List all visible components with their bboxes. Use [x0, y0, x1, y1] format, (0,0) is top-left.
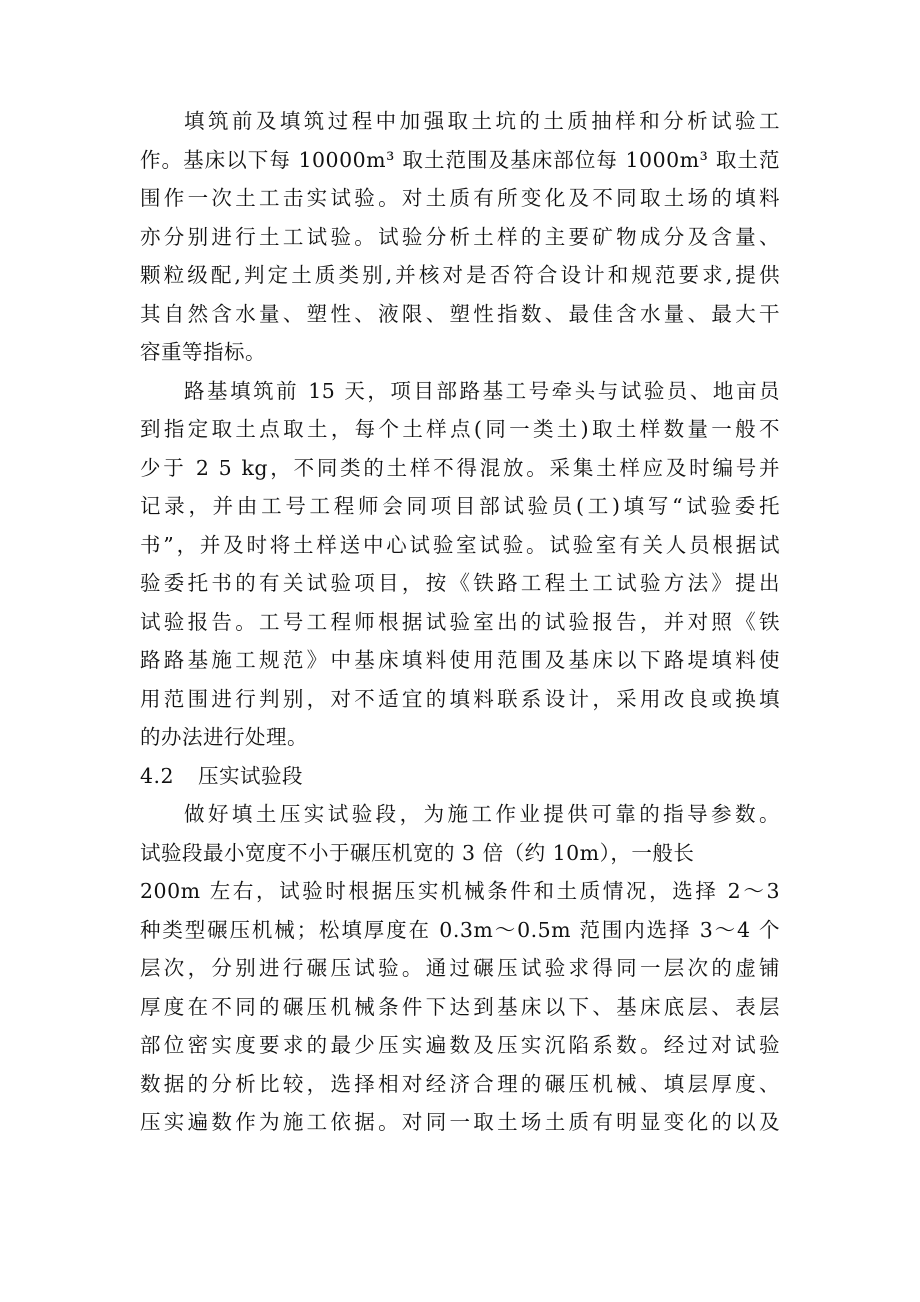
- paragraph-1-line-2: 作。基床以下每 10000m³ 取土范围及基床部位每 1000m³ 取土范: [140, 147, 780, 172]
- paragraph-3-line-7: 部位密实度要求的最少压实遍数及压实沉陷系数。经过对试验: [140, 1033, 780, 1057]
- paragraph-2-line-6: 验委托书的有关试验项目，按《铁路工程土工试验方法》提出: [140, 571, 780, 595]
- paragraph-1-line-6: 其自然含水量、塑性、液限、塑性指数、最佳含水量、最大干: [140, 301, 780, 326]
- paragraph-1-line-7: 容重等指标。: [140, 340, 266, 364]
- section-title: 压实试验段: [198, 763, 303, 788]
- paragraph-3-line-6: 厚度在不同的碾压机械条件下达到基床以下、基床底层、表层: [140, 994, 780, 1019]
- document-body: [140, 102, 780, 1142]
- paragraph-3-line-2: 试验段最小宽度不小于碾压机宽的 3 倍（约 10m），一般长: [140, 840, 695, 865]
- section-heading: [140, 757, 780, 796]
- paragraph-1-line-1: 填筑前及填筑过程中加强取土坑的土质抽样和分析试验工: [184, 109, 780, 133]
- paragraph-1-line-3: 围作一次土工击实试验。对土质有所变化及不同取土场的填料: [140, 186, 780, 210]
- paragraph-1-line-4: 亦分别进行土工试验。试验分析土样的主要矿物成分及含量、: [140, 224, 780, 249]
- paragraph-2-line-3: 少于 2 5 kg，不同类的土样不得混放。采集土样应及时编号并: [140, 455, 780, 480]
- section-number: 4.2: [140, 763, 175, 788]
- paragraph-2-line-7: 试验报告。工号工程师根据试验室出的试验报告，并对照《铁: [140, 609, 780, 634]
- paragraph-3-line-4: 种类型碾压机械；松填厚度在 0.3m～0.5m 范围内选择 3～4 个: [140, 917, 780, 942]
- paragraph-3-line-1: 做好填土压实试验段，为施工作业提供可靠的指导参数。: [184, 802, 780, 826]
- paragraph-2-line-4: 记录，并由工号工程师会同项目部试验员(工)填写“试验委托: [140, 494, 780, 518]
- paragraph-3-line-5: 层次，分别进行碾压试验。通过碾压试验求得同一层次的虚铺: [140, 956, 780, 980]
- paragraph-2-line-1: 路基填筑前 15 天，项目部路基工号牵头与试验员、地亩员: [184, 378, 780, 403]
- paragraph-3-line-9: 压实遍数作为施工依据。对同一取土场土质有明显变化的以及: [140, 1110, 780, 1134]
- paragraph-2-line-2: 到指定取土点取土，每个土样点(同一类土)取土样数量一般不: [140, 417, 780, 441]
- paragraph-2-line-9: 用范围进行判别，对不适宜的填料联系设计，采用改良或换填: [140, 686, 780, 711]
- paragraph-1-line-5: 颗粒级配,判定土质类别,并核对是否符合设计和规范要求,提供: [140, 263, 780, 287]
- paragraph-2-line-10: 的办法进行处理。: [140, 725, 308, 749]
- paragraph-3-line-8: 数据的分析比较，选择相对经济合理的碾压机械、填层厚度、: [140, 1071, 780, 1096]
- paragraph-2-line-5: 书”，并及时将土样送中心试验室试验。试验室有关人员根据试: [140, 532, 780, 557]
- paragraph-3-line-3: 200m 左右，试验时根据压实机械条件和土质情况，选择 2～3: [140, 879, 780, 903]
- paragraph-2-line-8: 路路基施工规范》中基床填料使用范围及基床以下路堤填料使: [140, 648, 780, 672]
